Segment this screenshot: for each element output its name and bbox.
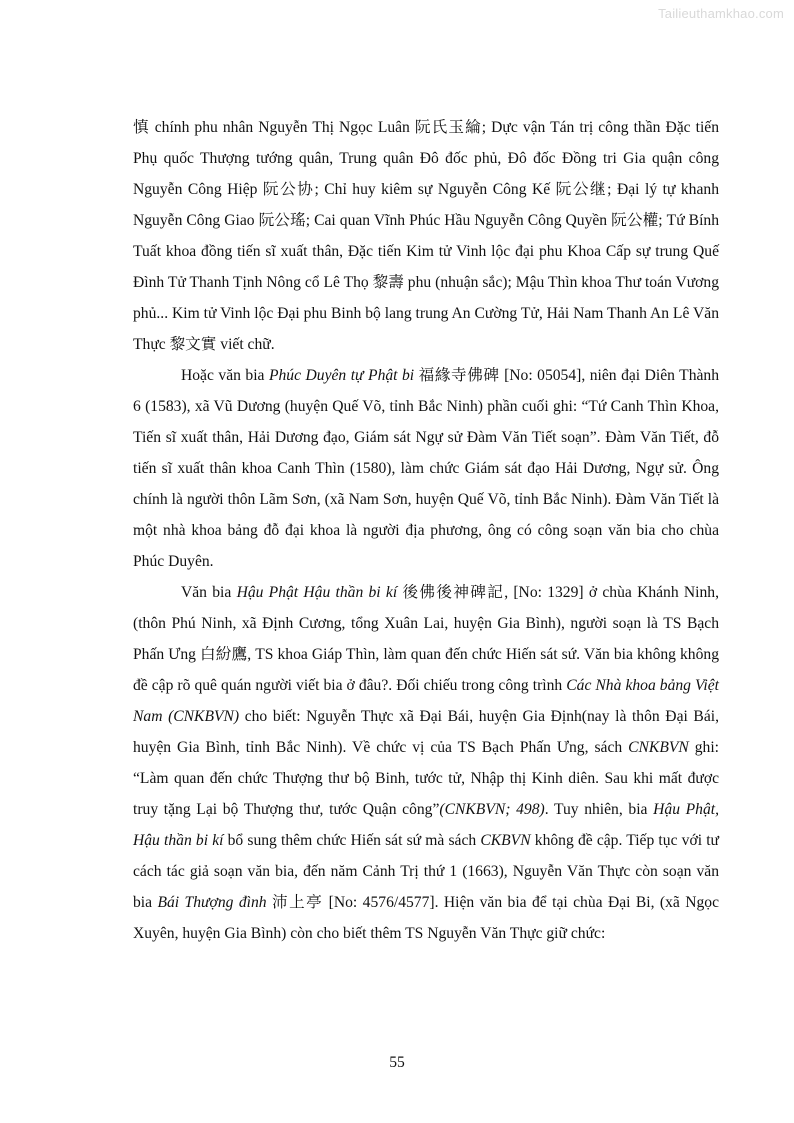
- text-segment: 沛上亭 [No: 4576/4577]. Hiện văn bia để tại chùa Đại Bi, (xã Ngọc Xuyên, huyện Gia Bình) còn cho biết thêm TS Nguyễn Văn Thực giữ chức:: [133, 894, 720, 942]
- italic-text: Hậu Phật, Hậu thần bi kí: [133, 801, 720, 849]
- italic-text: CNKBVN: [628, 739, 689, 756]
- text-segment: cho biết: Nguyễn Thực xã Đại Bái, huyện Gia Định(nay là thôn Đại Bái, huyện Gia Bình, tỉnh Bắc Ninh). Về chức vị của TS Bạch Phấn Ưng, sách: [133, 708, 719, 756]
- italic-text: (CNKBVN; 498): [439, 801, 545, 818]
- italic-text: Phúc Duyên tự Phật bi: [268, 367, 415, 384]
- text-segment: Văn bia: [181, 584, 237, 601]
- text-segment: Hoặc văn bia: [181, 367, 269, 384]
- document-body: [133, 112, 719, 949]
- text-segment: bổ sung thêm chức Hiến sát sứ mà sách: [223, 832, 481, 849]
- watermark-text: Tailieuthamkhao.com: [658, 6, 784, 21]
- italic-text: Hậu Phật Hậu thần bi kí: [236, 584, 398, 601]
- page-number: 55: [389, 1054, 405, 1071]
- paragraph-1: [133, 112, 719, 360]
- text-segment: 後佛後神碑記, [No: 1329] ở chùa Khánh Ninh, (thôn Phú Ninh, xã Định Cương, tổng Xuân Lai, huyện Gia Bình), người soạn là TS Bạch Phấn Ưng 白紛鷹, TS khoa Giáp Thìn, làm quan đến chức Hiến sát sứ. Văn bia không không đề cập rõ quê quán người viết bia ở đâu?. Đối chiếu trong công trình: [133, 584, 720, 694]
- text-segment: không đề cập. Tiếp tục với tư cách tác giả soạn văn bia, đến năm Cảnh Trị thứ 1 (1663), Nguyễn Văn Thực còn soạn văn bia: [133, 832, 719, 911]
- paragraph-3: [133, 577, 719, 949]
- paragraph-2: [133, 360, 719, 577]
- text-segment: 慎 chính phu nhân Nguyễn Thị Ngọc Luân 阮氏玉綸; Dực vận Tán trị công thần Đặc tiến Phụ quốc Thượng tướng quân, Trung quân Đô đốc phủ, Đô đốc Đồng tri Gia quận công Nguyễn Công Hiệp 阮公协; Chỉ huy kiêm sự Nguyễn Công Kế 阮公继; Đại lý tự khanh Nguyễn Công Giao 阮公瑤; Cai quan Vĩnh Phúc Hầu Nguyễn Công Quyền 阮公權; Tứ Bính Tuất khoa đồng tiến sĩ xuất thân, Đặc tiến Kim tử Vinh lộc đại phu Khoa Cấp sự trung Quế Đình Tử Thanh Tịnh Nông cổ Lê Thọ 黎壽 phu (nhuận sắc); Mậu Thìn khoa Thư toán Vương phủ... Kim tử Vinh lộc Đại phu Binh bộ lang trung An Cường Tử, Hải Nam Thanh An Lê Văn Thực 黎文實 viết chữ.: [133, 119, 719, 353]
- text-segment: 福緣寺佛碑 [No: 05054], niên đại Diên Thành 6 (1583), xã Vũ Dương (huyện Quế Võ, tỉnh Bắc Ninh) phần cuối ghi: “Tứ Canh Thìn Khoa, Tiến sĩ xuất thân, Hải Dương đạo, Giám sát Ngự sử Đàm Văn Tiết soạn”. Đàm Văn Tiết, đỗ tiến sĩ xuất thân khoa Canh Thìn (1580), làm chức Giám sát đạo Hải Dương, Ngự sử. Ông chính là người thôn Lãm Sơn, (xã Nam Sơn, huyện Quế Võ, tỉnh Bắc Ninh). Đàm Văn Tiết là một nhà khoa bảng đỗ đại khoa là người địa phương, ông có công soạn văn bia cho chùa Phúc Duyên.: [133, 367, 720, 570]
- text-segment: ghi: “Làm quan đến chức Thượng thư bộ Binh, tước tử, Nhập thị Kinh diên. Sau khi mất được truy tặng Lại bộ Thượng thư, tước Quận công”: [133, 739, 719, 818]
- italic-text: CKBVN: [480, 832, 531, 849]
- text-segment: . Tuy nhiên, bia: [544, 801, 654, 818]
- italic-text: Bái Thượng đình: [157, 894, 267, 911]
- italic-text: Các Nhà khoa bảng Việt Nam (CNKBVN): [133, 677, 719, 725]
